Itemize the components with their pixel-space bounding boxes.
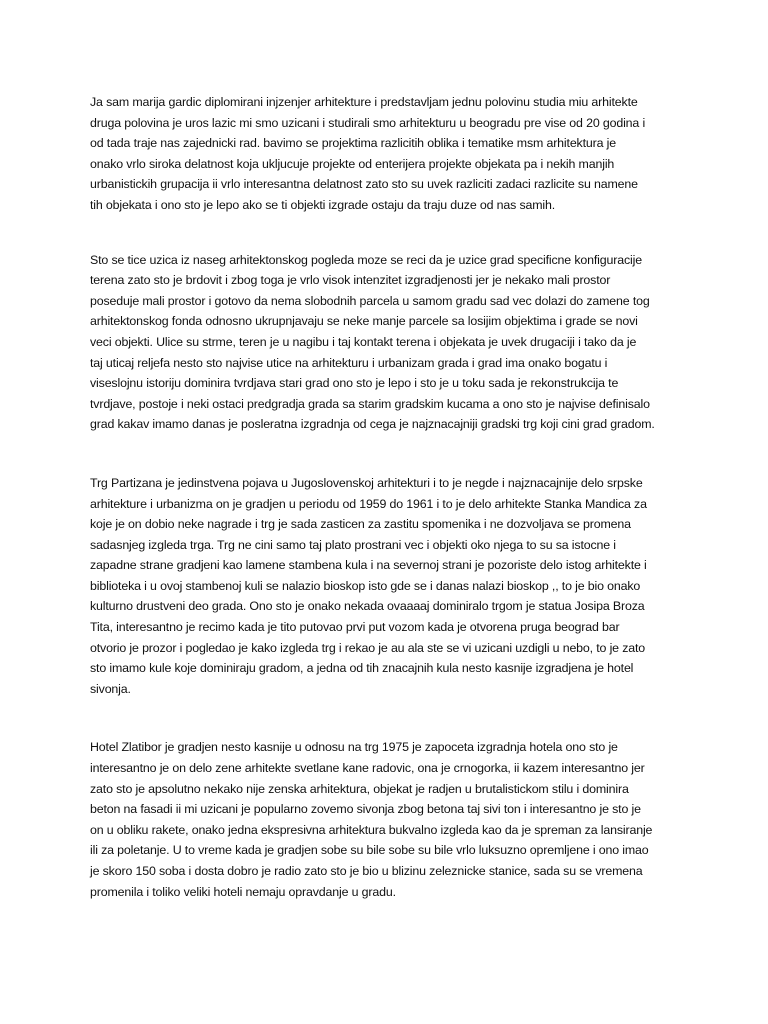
text-line: arhitektonskog fonda odnosno ukrupnjavaju se neke manje parcele sa losijim objektima i grade se novi [90,314,638,329]
text-line: sivonja. [90,681,131,696]
text-line: koje je on dobio neke nagrade i trg je sada zasticen za zastitu spomenika i ne dozvoljava se promena [90,517,631,532]
text-line: je skoro 150 soba i dosta dobro je radio zato sto je bio u blizinu zeleznicke stanice, sada su se vremena [90,864,643,878]
text-line: sto imamo kule koje dominiraju gradom, a jedna od tih znacajnih kula nesto kasnije izgradjena je hotel [90,661,634,676]
text-line: promenila i toliko veliki hoteli nemaju opravdanje u gradu. [90,884,396,899]
text-line: grad kakav imamo danas je posleratna izgradnja od cega je najznacajniji gradski trg koji cini grad gradom. [90,417,655,432]
document-body [90,92,690,902]
text-line: Tita, interesantno je recimo kada je tito putovao prvi put vozom kada je otvorena pruga beograd bar [90,620,620,635]
paragraph-introduction [90,92,690,216]
text-line: Ja sam marija gardic diplomirani injzenjer arhitekture i predstavljam jednu polovinu studia miu arhitekte [90,95,638,109]
text-line: veci objekti. Ulice su strme, teren je u nagibu i taj kontakt terena i objekata je uvek drugaciji i tako da je [90,334,637,349]
text-line: Trg Partizana je jedinstvena pojava u Jugoslovenskoj arhitekturi i to je negde i najznacajnije delo srpske [90,475,643,490]
text-line: kulturno drustveni deo grada. Ono sto je onako nekada ovaaaaj dominiralo trgom je statua Josipa Broza [90,599,645,614]
text-line: beton na fasadi ii mi uzicani je popularno zovemo sivonja zbog betona taj sivi ton i interesantno je sto je [90,802,641,817]
paragraph-uzice-city [90,250,690,435]
text-line: tih objekata i ono sto je lepo ako se ti objekti izgrade ostaju da traju duze od nas samih. [90,197,556,212]
text-line: viseslojnu istoriju dominira tvrdjava stari grad ono sto je lepo i sto je u toku sada je rekonstrukcija te [90,376,619,391]
text-line: onako vrlo siroka delatnost koja ukljucuje projekte od enterijera projekte objekata pa i nekih manjih [90,156,615,171]
text-line: od tada traje nas zajednicki rad. bavimo se projektima razlicitih oblika i tematike msm arhitektura je [90,136,616,151]
text-line: druga polovina je uros lazic mi smo uzicani i studirali smo arhitekturu u beogradu pre vise od 20 godina i [90,115,646,130]
paragraph-trg-partizana [90,473,690,700]
text-line: biblioteka i u ovoj stambenoj kuli se nalazio bioskop isto gde se i danas nalazi bioskop ,, to je bio onako [90,578,641,593]
text-line: zato sto je apsolutno nekako nije zenska arhitektura, objekat je radjen u brutalistickom stilu i dominira [90,781,629,796]
text-line: taj uticaj reljefa nesto sto najvise utice na arhitekturu i urbanizam grada i grad ima onako bogatu i [90,355,608,370]
text-line: interesantno je on delo zene arhitekte svetlane kane radovic, ona je crnogorka, ii kazem interesantno jer [90,761,645,776]
text-line: urbanistickih grupacija ii vrlo interesantna delatnost zato sto su uvek razliciti zadaci razlicite su namene [90,177,638,192]
text-line: poseduje mali prostor i gotovo da nema slobodnih parcela u samom gradu sad vec dolazi do zamene tog [90,293,650,308]
text-line: Hotel Zlatibor je gradjen nesto kasnije u odnosu na trg 1975 je zapoceta izgradnja hotela ono sto je [90,740,618,755]
text-line: arhitekture i urbanizma on je gradjen u periodu od 1959 do 1961 i to je delo arhitekte Stanka Mandica za [90,496,647,511]
paragraph-hotel-zlatibor [90,737,690,902]
text-line: on u obliku rakete, onako jedna ekspresivna arhitektura bukvalno izgleda kao da je spreman za lansiranje [90,822,653,837]
text-line: otvorio je prozor i pogledao je kako izgleda trg i rekao je au ala ste se vi uzicani uzdigli u nebo, to je zato [90,640,646,655]
text-line: sadasnjeg izgleda trga. Trg ne cini samo taj plato prostrani vec i objekti oko njega to su sa istocne i [90,537,616,552]
text-line: ili za poletanje. U to vreme kada je gradjen sobe su bile sobe su bile vrlo luksuzno opremljene i ono imao [90,843,649,858]
text-line: zapadne strane gradjeni kao lamene stambena kula i na severnoj strani je pozoriste delo istog arhitekte i [90,558,647,573]
text-line: terena zato sto je brdovit i zbog toga je vrlo visok intenzitet izgradjenosti jer je nekako mali prostor [90,273,611,288]
text-line: tvrdjave, postoje i neki ostaci predgradja grada sa starim gradskim kucama a ono sto je najvise definisalo [90,396,650,411]
text-line: Sto se tice uzica iz naseg arhitektonskog pogleda moze se reci da je uzice grad specificne konfiguracije [90,252,642,267]
